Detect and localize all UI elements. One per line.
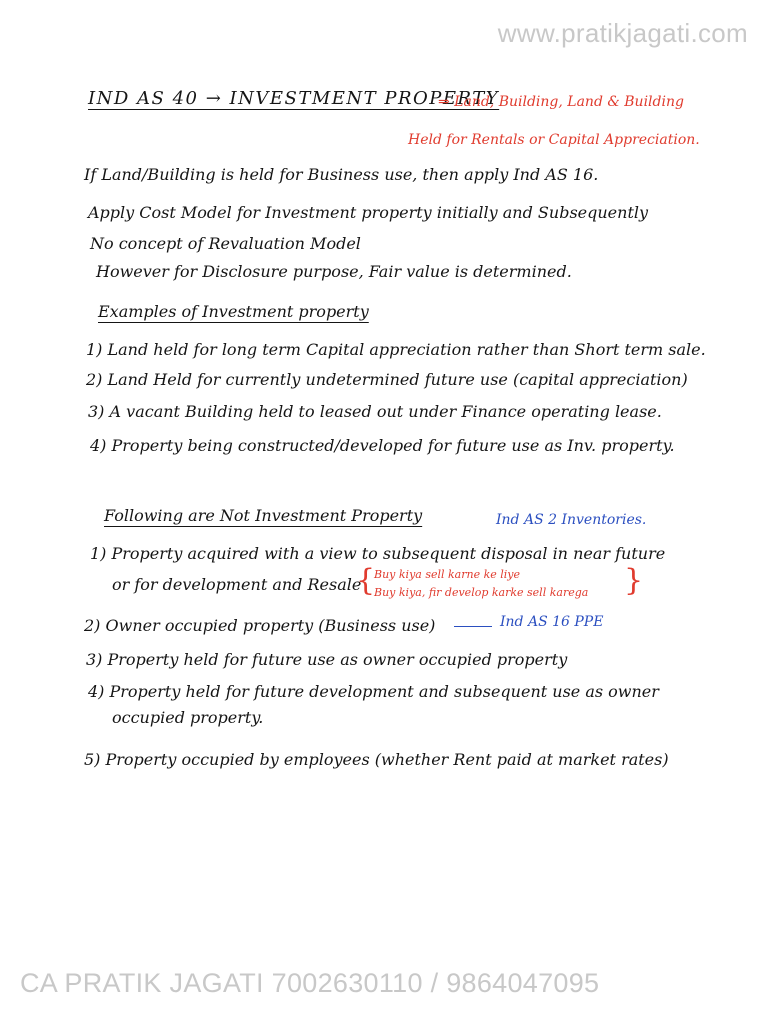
blue-arrow-line xyxy=(454,626,492,627)
not-investment-item-1-line1: 1) Property acquired with a view to subsequent disposal in near future xyxy=(90,544,666,563)
site-watermark: www.pratikjagati.com xyxy=(497,18,748,48)
note-line-3: No concept of Revaluation Model xyxy=(90,234,361,253)
page-title: IND AS 40 → INVESTMENT PROPERTY xyxy=(88,88,500,109)
note-line-4: However for Disclosure purpose, Fair value is determined. xyxy=(96,262,572,281)
footer-watermark: CA PRATIK JAGATI 7002630110 / 9864047095 xyxy=(20,968,600,998)
note-line-1: If Land/Building is held for Business use, then apply Ind AS 16. xyxy=(84,165,599,184)
not-investment-item-4-line2: occupied property. xyxy=(112,708,264,727)
example-item-2: 2) Land Held for currently undetermined future use (capital appreciation) xyxy=(86,370,688,389)
note-line-2: Apply Cost Model for Investment property initially and Subsequently xyxy=(88,203,649,222)
red-note-develop: Buy kiya, fir develop karke sell karega xyxy=(374,586,589,599)
example-item-3: 3) A vacant Building held to leased out under Finance operating lease. xyxy=(88,402,662,421)
not-investment-item-5: 5) Property occupied by employees (whether Rent paid at market rates) xyxy=(84,750,669,769)
red-left-brace: { xyxy=(356,563,376,598)
red-right-brace: } xyxy=(624,563,644,598)
red-note-sell: Buy kiya sell karne ke liye xyxy=(374,568,521,581)
example-item-4: 4) Property being constructed/developed for future use as Inv. property. xyxy=(90,436,675,455)
not-investment-item-4-line1: 4) Property held for future development and subsequent use as owner xyxy=(88,682,659,701)
examples-heading: Examples of Investment property xyxy=(98,302,369,321)
not-investment-item-3: 3) Property held for future use as owner occupied property xyxy=(86,650,568,669)
not-investment-heading: Following are Not Investment Property xyxy=(104,506,423,525)
example-item-1: 1) Land held for long term Capital appreciation rather than Short term sale. xyxy=(86,340,706,359)
not-investment-item-2: 2) Owner occupied property (Business use) xyxy=(84,616,436,635)
not-investment-item-1-line2: or for development and Resale xyxy=(112,575,362,594)
title-red-note-line2: Held for Rentals or Capital Appreciation. xyxy=(408,132,700,148)
title-red-note-line1: ⇒ Land, Building, Land & Building xyxy=(438,94,684,110)
blue-note-ppe: Ind AS 16 PPE xyxy=(500,614,604,630)
blue-note-inventories: Ind AS 2 Inventories. xyxy=(496,512,647,528)
